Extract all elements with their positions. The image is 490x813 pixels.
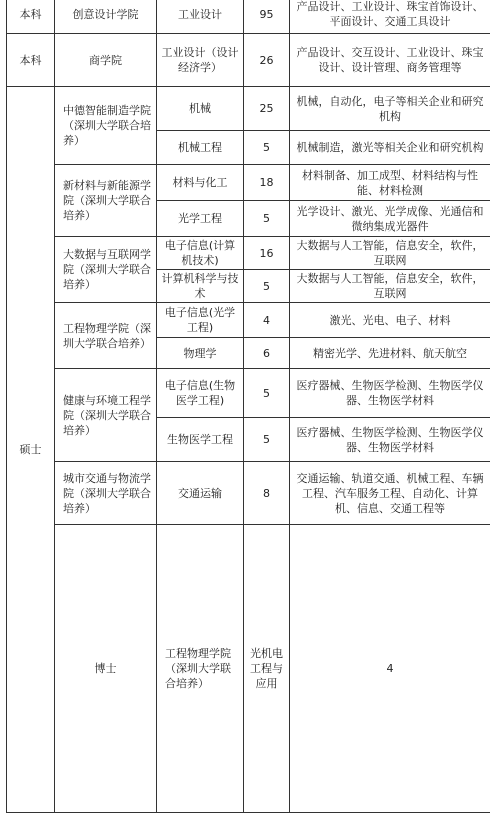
table-row: [7, 237, 490, 270]
quota-cell: 5: [244, 201, 290, 237]
direction-cell: 产品设计、交互设计、工业设计、珠宝设计、设计管理、商务管理等: [290, 34, 490, 87]
college-cell: 城市交通与物流学院（深圳大学联合培养）: [55, 462, 157, 525]
major-cell: 机械: [157, 87, 244, 131]
major-cell: 光学工程: [157, 201, 244, 237]
quota-cell: 8: [244, 462, 290, 525]
direction-cell: 机械制造，激光等相关企业和研究机构: [290, 131, 490, 165]
major-cell: 电子信息(光学工程): [157, 303, 244, 338]
major-cell: 计算机科学与技术: [157, 270, 244, 303]
college-cell: 工程物理学院（深圳大学联合培养）: [157, 525, 244, 813]
level-cell: 硕士: [7, 87, 55, 813]
table-row: [7, 34, 490, 87]
level-cell: 博士: [55, 525, 157, 813]
table-row: [7, 0, 490, 34]
quota-cell: 18: [244, 165, 290, 201]
quota-cell: 5: [244, 418, 290, 462]
table-row: [7, 369, 490, 418]
direction-cell: 激光、光电、电子、材料: [290, 303, 490, 338]
quota-cell: 5: [244, 270, 290, 303]
major-cell: 机械工程: [157, 131, 244, 165]
direction-cell: 光学设计、激光、光学成像、光通信和微纳集成光器件: [290, 201, 490, 237]
major-cell: 电子信息(生物医学工程): [157, 369, 244, 418]
quota-cell: 6: [244, 338, 290, 369]
direction-cell: 交通运输、轨道交通、机械工程、车辆工程、汽车服务工程、自动化、计算机、信息、交通工程等: [290, 462, 490, 525]
direction-cell: 医疗器械、生物医学检测、生物医学仪器、生物医学材料: [290, 369, 490, 418]
direction-cell: 产品设计、工业设计、珠宝首饰设计、平面设计、交通工具设计: [290, 0, 490, 34]
college-cell: 创意设计学院: [55, 0, 157, 34]
major-cell: 工业设计: [157, 0, 244, 34]
direction-cell: 材料制备、加工成型、材料结构与性能、材料检测: [290, 165, 490, 201]
major-cell: 电子信息(计算机技术): [157, 237, 244, 270]
major-cell: 工业设计（设计经济学）: [157, 34, 244, 87]
major-cell: 材料与化工: [157, 165, 244, 201]
quota-cell: 16: [244, 237, 290, 270]
major-cell: 物理学: [157, 338, 244, 369]
table-row: [7, 303, 490, 338]
quota-cell: 4: [290, 525, 490, 813]
major-cell: 交通运输: [157, 462, 244, 525]
enrollment-table: [6, 0, 490, 813]
direction-cell: 精密光学、先进材料、航天航空: [290, 338, 490, 369]
table-row: [7, 165, 490, 201]
college-cell: 工程物理学院（深圳大学联合培养）: [55, 303, 157, 369]
college-cell: 大数据与互联网学院（深圳大学联合培养）: [55, 237, 157, 303]
quota-cell: 95: [244, 0, 290, 34]
quota-cell: 26: [244, 34, 290, 87]
college-cell: 中德智能制造学院（深圳大学联合培养）: [55, 87, 157, 165]
college-cell: 商学院: [55, 34, 157, 87]
major-cell: 光机电工程与应用: [244, 525, 290, 813]
table-row: [7, 462, 490, 525]
direction-cell: 医疗器械、生物医学检测、生物医学仪器、生物医学材料: [290, 418, 490, 462]
level-cell: 本科: [7, 34, 55, 87]
direction-cell: 机械，自动化，电子等相关企业和研究机构: [290, 87, 490, 131]
college-cell: 健康与环境工程学院（深圳大学联合培养）: [55, 369, 157, 462]
quota-cell: 5: [244, 131, 290, 165]
direction-cell: 大数据与人工智能，信息安全，软件，互联网: [290, 270, 490, 303]
direction-cell: 大数据与人工智能，信息安全，软件，互联网: [290, 237, 490, 270]
quota-cell: 4: [244, 303, 290, 338]
table-row: [7, 525, 490, 813]
table-row: [7, 87, 490, 131]
quota-cell: 25: [244, 87, 290, 131]
major-cell: 生物医学工程: [157, 418, 244, 462]
level-cell: 本科: [7, 0, 55, 34]
college-cell: 新材料与新能源学院（深圳大学联合培养）: [55, 165, 157, 237]
quota-cell: 5: [244, 369, 290, 418]
